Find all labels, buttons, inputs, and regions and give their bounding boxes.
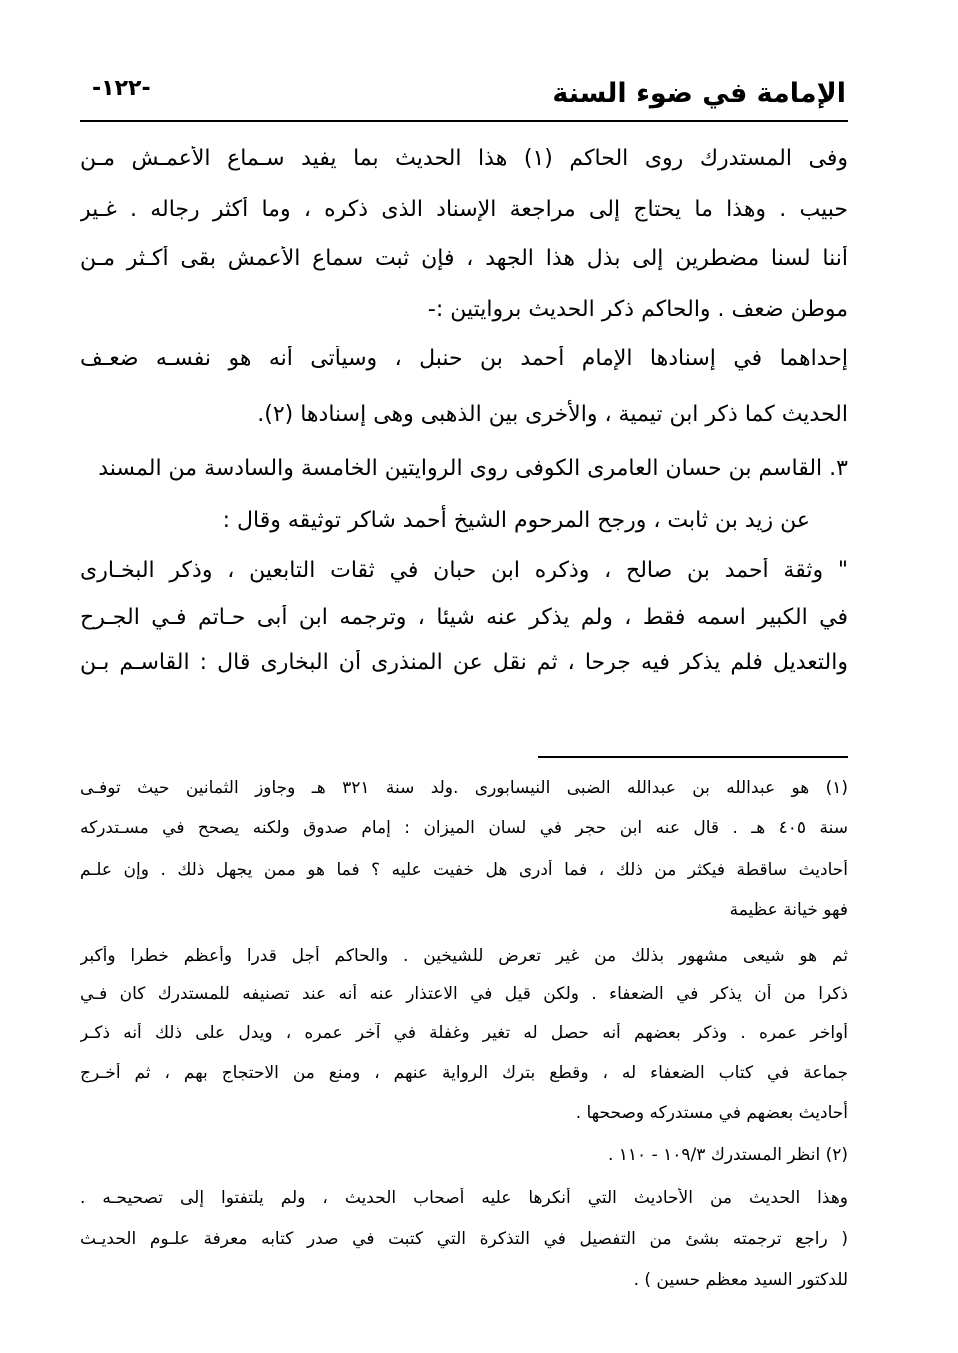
page-header <box>80 72 846 118</box>
body-line: ٣. القاسم بن حسان العامرى الكوفى روى الروايتين الخامسة والسادسة من المسند <box>98 456 848 481</box>
footnote-line: ثم هو شيعى مشهور بذلك من غير تعرض للشيخين . والحاكم أجل قدرا وأعظم خطرا وأكبر <box>80 946 848 966</box>
footnote-line: للدكتور السيد معظم حسين ) . <box>633 1270 848 1290</box>
body-line: موطن ضعف . والحاكم ذكر الحديث بروايتين :- <box>427 297 848 322</box>
running-title: الإمامة في ضوء السنة <box>552 78 846 109</box>
footnote-line: (٢) انظر المستدرك ١٠٩/٣ - ١١٠ . <box>607 1145 848 1165</box>
body-line: وفى المستدرك روى الحاكم (١) هذا الحديث بما يفيد سـماع الأعمـش مـن <box>80 146 848 171</box>
footnote-line: ( راجع ترجمته بشئ من التفصيل في التذكرة التي كتبت في صدر كتابه معرفة علـوم الحديـث <box>80 1229 848 1249</box>
footnote-line: فهو خيانة عظيمة <box>729 900 848 920</box>
footnote-line: أواخر عمره . وذكر بعضهم أنه حصل له تغير وغفلة في آخر عمره ، ويدل على ذلك أنه ذكـر <box>80 1023 848 1043</box>
footnote-line: وهذا الحديث من الأحاديث التي أنكرها عليه أصحاب الحديث ، ولم يلتفتوا إلى تصحيحـه . <box>80 1188 848 1208</box>
body-line: حبيب . وهذا ما يحتاج إلى مراجعة الإسناد الذى ذكره ، وما أكثر رجاله . غـير <box>80 197 848 222</box>
footnote-line: (١) هو عبدالله بن عبدالله الضبى النيسابورى .ولد سنة ٣٢١ هـ وجاوز الثمانين حيث توفـى <box>80 778 848 798</box>
footnote-line: جماعة في كتاب الضعفاء له ، وقطع بترك الرواية عنهم ، ومنع من الاحتجاج بهم ، ثم أخـرج <box>80 1063 848 1083</box>
footnote-separator <box>538 756 848 758</box>
footnote-line: ذكرا من أن يذكر في الضعفاء . ولكن قيل في الاعتذار عنه أنه عند تصنيفه للمستدرك كان فـي <box>80 984 848 1004</box>
body-line: والتعديل فلم يذكر فيه جرحا ، ثم نقل عن المنذرى أن البخارى قال : القاسـم بـن <box>80 650 848 675</box>
body-line: أننا لسنا مضطرين إلى بذل هذا الجهد ، فإن ثبت سماع الأعمش بقى أكـثر مـن <box>80 246 848 271</box>
footnote-line: أحاديث ساقطة فيكثر من ذلك ، فما أدرى هل خفيت عليه ؟ فما هو ممن يجهل ذلك . وإن علـم <box>80 860 848 880</box>
body-line: " وثقة أحمد بن صالح ، وذكره ابن حبان في ثقات التابعين ، وذكر البخـارى <box>80 558 848 583</box>
body-line: إحداهما في إسنادها الإمام أحمد بن حنبل ، وسيأتى أنه هو نفسـه ضعـف <box>80 346 848 371</box>
footnote-line: سنة ٤٠٥ هـ . قال عنه ابن حجر في لسان الميزان : إمام صدوق ولكنه يصحح في مسـتدركه <box>80 818 848 838</box>
body-line: عن زيد بن ثابت ، ورجح المرحوم الشيخ أحمد شاكر توثيقه وقال : <box>222 508 810 533</box>
body-line: في الكبير اسمه فقط ، ولم يذكر عنه شيئا ، وترجمه ابن أبى حـاتم فـي الجـرح <box>80 605 848 630</box>
footnote-line: أحاديث بعضهم في مستدركه وصححها . <box>575 1103 848 1123</box>
page-number: -١٢٢- <box>92 76 151 101</box>
body-line: الحديث كما ذكر ابن تيمية ، والأخرى بين الذهبى وهى إسنادها (٢). <box>257 402 848 427</box>
header-rule <box>80 120 848 122</box>
